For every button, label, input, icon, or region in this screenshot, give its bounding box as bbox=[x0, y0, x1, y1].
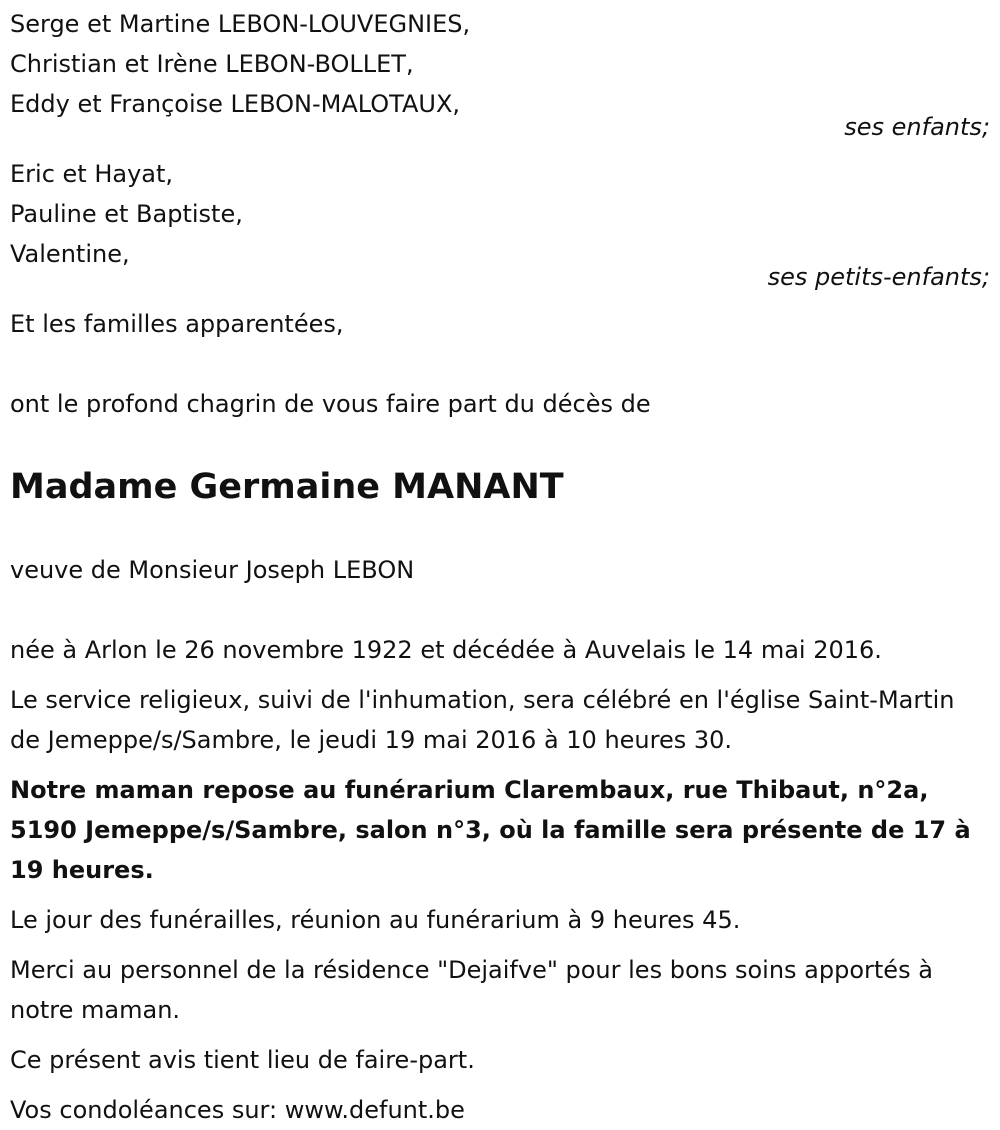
service-paragraph: Le service religieux, suivi de l'inhumation, sera célébré en l'église Saint-Martin de Jemeppe/s/Sambre, le jeudi 19 mai 2016 à 10 heures 30. bbox=[10, 686, 955, 754]
notice-paragraph: Ce présent avis tient lieu de faire-part. bbox=[10, 1046, 475, 1074]
birth-death-line: née à Arlon le 26 novembre 1922 et décédée à Auvelais le 14 mai 2016. bbox=[10, 636, 882, 664]
deceased-name: Madame Germaine MANANT bbox=[10, 467, 564, 507]
child-line: Serge et Martine LEBON-LOUVEGNIES, bbox=[10, 10, 471, 38]
grandchildren-label: ses petits-enfants; bbox=[767, 263, 990, 291]
condolences-paragraph: Vos condoléances sur: www.defunt.be bbox=[10, 1096, 465, 1124]
widow-of-line: veuve de Monsieur Joseph LEBON bbox=[10, 556, 415, 584]
child-line: Eddy et Françoise LEBON-MALOTAUX, bbox=[10, 90, 461, 118]
grandchild-line: Pauline et Baptiste, bbox=[10, 200, 243, 228]
grandchild-line: Eric et Hayat, bbox=[10, 160, 174, 188]
grandchild-line: Valentine, bbox=[10, 240, 130, 268]
intro-line: ont le profond chagrin de vous faire part du décès de bbox=[10, 390, 651, 418]
children-list bbox=[10, 4, 990, 124]
thanks-paragraph: Merci au personnel de la résidence "Dejaifve" pour les bons soins apportés à notre maman. bbox=[10, 956, 933, 1024]
grandchildren-list bbox=[10, 154, 990, 274]
meeting-paragraph: Le jour des funérailles, réunion au funérarium à 9 heures 45. bbox=[10, 906, 741, 934]
funerarium-paragraph: Notre maman repose au funérarium Clarembaux, rue Thibaut, n°2a, 5190 Jemeppe/s/Sambre, salon n°3, où la famille sera présente de 17 à 19 heures. bbox=[10, 776, 971, 884]
child-line: Christian et Irène LEBON-BOLLET, bbox=[10, 50, 414, 78]
families-line: Et les familles apparentées, bbox=[10, 310, 344, 338]
children-label: ses enfants; bbox=[844, 113, 990, 141]
